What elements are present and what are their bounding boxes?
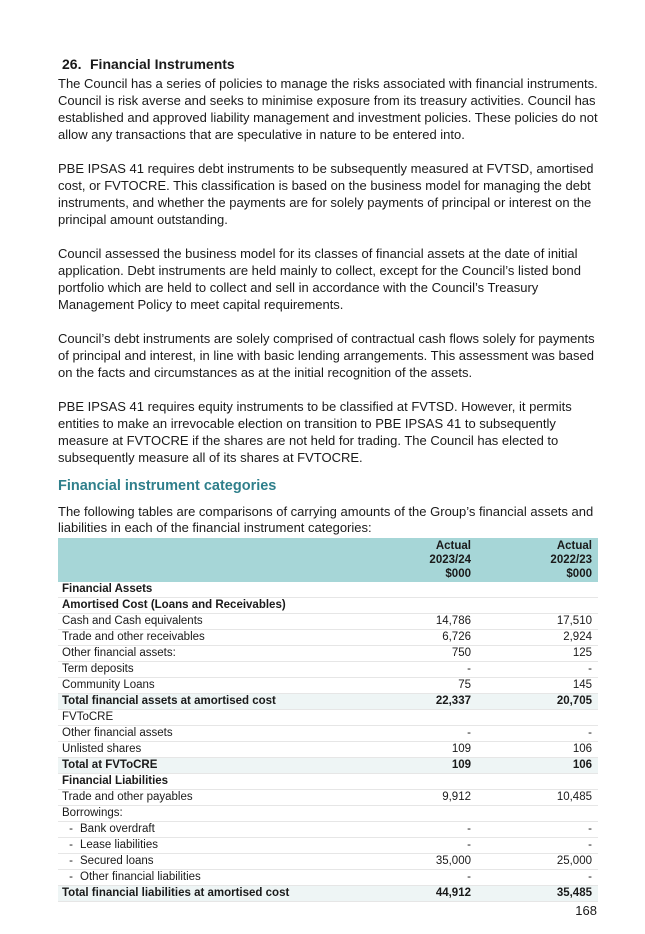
value-2022-23: 10,485 [477,790,598,806]
value-2023-24 [356,806,477,822]
paragraph: Council’s debt instruments are solely comprised of contractual cash flows solely for payments of principal and interest, in line with basic lending arrangements. This assessment was based on the facts and circumstances as at the initial recognition of the assets. [58,331,595,380]
table-row [58,870,598,886]
row-label: Unlisted shares [58,742,356,758]
value-2022-23: - [477,662,598,678]
table-row [58,854,598,870]
paragraph: The Council has a series of policies to manage the risks associated with financial instruments. Council is risk averse and seeks to minimise exposure from its treasury activities. Council has established and approved liability management and investment policies. These policies do not allow any transactions that are speculative in nature to be entered into. [58,76,598,142]
bullet-dash: - [69,871,73,883]
value-2022-23: 125 [477,646,598,662]
table-row [58,790,598,806]
table-row [58,886,598,902]
value-2023-24 [356,774,477,790]
table-row [58,742,598,758]
value-2023-24 [356,582,477,598]
table-row [58,774,598,790]
bullet-dash: - [69,839,73,851]
value-2023-24 [356,710,477,726]
table-row [58,838,598,854]
row-label: Trade and other payables [58,790,356,806]
table-row [58,726,598,742]
value-2022-23: 106 [477,742,598,758]
row-label: Cash and Cash equivalents [58,614,356,630]
header-actual-2022-23: Actual 2022/23 $000 [477,538,598,582]
value-2022-23: - [477,838,598,854]
page-number: 168 [575,903,597,918]
financial-instruments-table [58,538,598,902]
table-row [58,806,598,822]
paragraph: PBE IPSAS 41 requires debt instruments to be subsequently measured at FVTSD, amortised cost, or FVTOCRE. This classification is based on the business model for managing the debt instruments, and whether the payments are for solely payments of principal or interest on the principal amount outstanding. [58,161,594,227]
table-row [58,822,598,838]
table-header [58,538,598,582]
value-2022-23: - [477,726,598,742]
row-label: Total financial assets at amortised cost [58,694,356,710]
section-number: 26. [62,56,82,72]
row-label: Borrowings: [58,806,356,822]
table-row [58,614,598,630]
value-2022-23: 2,924 [477,630,598,646]
value-2023-24: 75 [356,678,477,694]
header-label-cell [58,538,356,582]
section-title: Financial Instruments [90,56,235,72]
row-label: Term deposits [58,662,356,678]
table-row [58,710,598,726]
value-2023-24: 750 [356,646,477,662]
table-row [58,582,598,598]
value-2023-24: - [356,822,477,838]
value-2023-24: 14,786 [356,614,477,630]
row-label: Financial Liabilities [58,774,356,790]
table-row [58,646,598,662]
table-row [58,678,598,694]
value-2023-24: - [356,662,477,678]
value-2023-24: 44,912 [356,886,477,902]
value-2023-24: 9,912 [356,790,477,806]
value-2023-24: - [356,726,477,742]
value-2023-24: - [356,870,477,886]
bullet-dash: - [69,855,73,867]
value-2022-23: 20,705 [477,694,598,710]
row-label: Other financial assets [58,726,356,742]
row-label: - Bank overdraft [58,822,356,838]
paragraph: PBE IPSAS 41 requires equity instruments to be classified at FVTSD. However, it permits entities to make an irrevocable election on transition to PBE IPSAS 41 to subsequently measure at FVTOCRE if the shares are not held for trading. The Council has elected to subsequently measure all of its shares at FVTOCRE. [58,399,572,465]
row-label: Community Loans [58,678,356,694]
value-2022-23 [477,774,598,790]
value-2023-24: 6,726 [356,630,477,646]
row-label: Total at FVToCRE [58,758,356,774]
value-2023-24: 22,337 [356,694,477,710]
value-2022-23: - [477,822,598,838]
row-label: Financial Assets [58,582,356,598]
value-2022-23 [477,598,598,614]
table-row [58,662,598,678]
section-heading [62,55,598,73]
row-label: Amortised Cost (Loans and Receivables) [58,598,356,614]
value-2022-23 [477,806,598,822]
table-row [58,630,598,646]
value-2022-23: 145 [477,678,598,694]
row-label: Other financial assets: [58,646,356,662]
table-body [58,582,598,902]
value-2022-23: - [477,870,598,886]
row-label: - Secured loans [58,854,356,870]
value-2022-23 [477,710,598,726]
value-2022-23 [477,582,598,598]
value-2022-23: 25,000 [477,854,598,870]
categories-intro: The following tables are comparisons of carrying amounts of the Group’s financial assets and liabilities in each of the financial instrument categories: [58,504,594,535]
row-label: - Lease liabilities [58,838,356,854]
table-row [58,694,598,710]
value-2022-23: 35,485 [477,886,598,902]
value-2023-24: 35,000 [356,854,477,870]
document-page [58,55,598,902]
row-label: FVToCRE [58,710,356,726]
bullet-dash: - [69,823,73,835]
row-label: - Other financial liabilities [58,870,356,886]
paragraph: Council assessed the business model for its classes of financial assets at the date of initial application. Debt instruments are held mainly to collect, except for the Council’s listed bond portfolio which are held to collect and sell in accordance with the Council’s Treasury Management Policy to meet capital requirements. [58,246,581,312]
table-row [58,758,598,774]
value-2023-24: - [356,838,477,854]
value-2022-23: 106 [477,758,598,774]
categories-heading: Financial instrument categories [58,478,277,494]
row-label: Total financial liabilities at amortised cost [58,886,356,902]
value-2023-24 [356,598,477,614]
table-row [58,598,598,614]
value-2023-24: 109 [356,742,477,758]
header-actual-2023-24: Actual 2023/24 $000 [356,538,477,582]
value-2023-24: 109 [356,758,477,774]
row-label: Trade and other receivables [58,630,356,646]
value-2022-23: 17,510 [477,614,598,630]
